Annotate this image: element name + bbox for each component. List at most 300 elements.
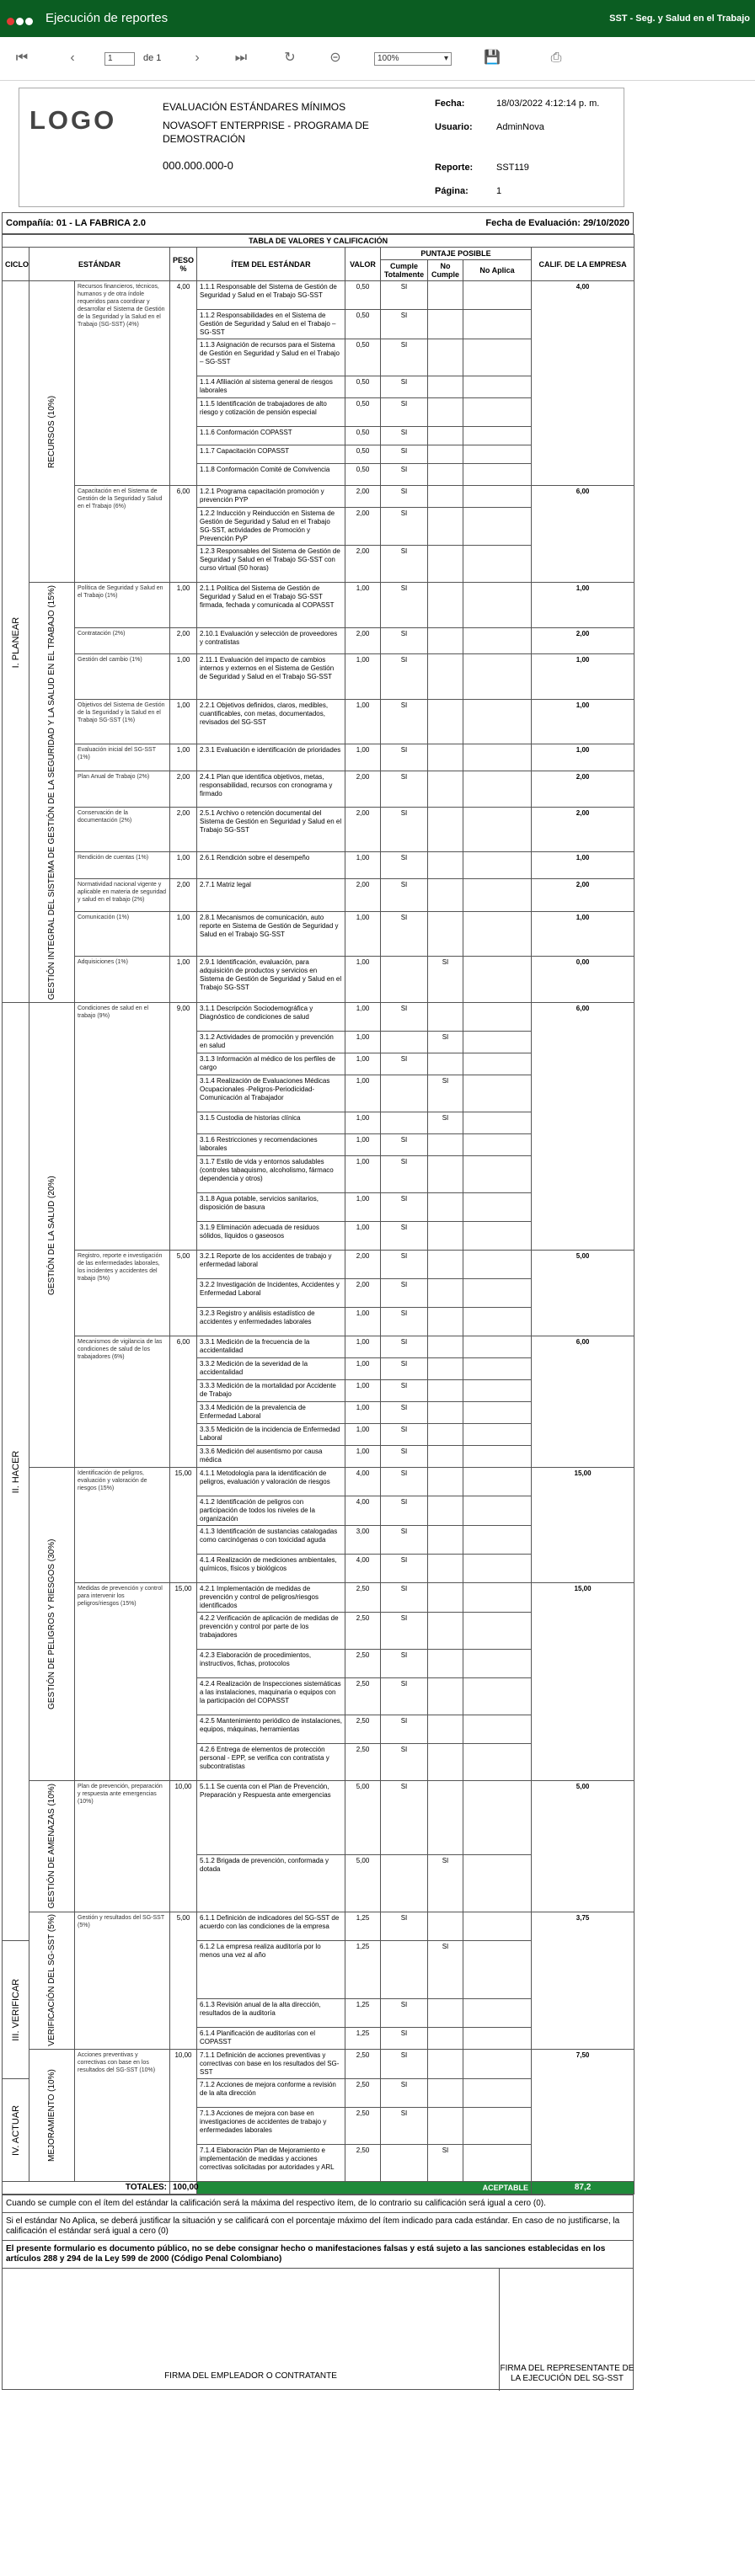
standard-weight: 1,00 <box>170 654 197 700</box>
no-aplica-cell <box>463 1613 532 1650</box>
no-cumple-cell <box>428 486 463 508</box>
item-value: 0,50 <box>345 339 381 376</box>
standard-weight: 1,00 <box>170 583 197 628</box>
no-cumple-cell <box>428 1053 463 1075</box>
no-cumple-cell <box>428 1134 463 1156</box>
no-cumple-cell <box>428 911 463 957</box>
total-score: 87,2 <box>532 2182 635 2195</box>
item-name: 3.1.6 Restricciones y recomendaciones laborales <box>197 1134 345 1156</box>
no-cumple-cell <box>428 1526 463 1555</box>
zoom-select[interactable]: 100% ▾ <box>374 52 452 66</box>
col-cumple: Cumple Totalmente <box>381 260 428 281</box>
no-aplica-cell <box>463 1251 532 1279</box>
item-name: 4.1.2 Identificación de peligros con participación de todos los niveles de la organización <box>197 1496 345 1526</box>
no-aplica-cell <box>463 1380 532 1402</box>
no-cumple-cell <box>428 1715 463 1744</box>
table-row <box>3 911 635 957</box>
no-cumple-cell <box>428 1496 463 1526</box>
table-row <box>3 1583 635 1613</box>
standard-name: Recursos financieros, técnicos, humanos y de otra índole requeridos para coordinar y desarrollar el Sistema de Gestión de la Seguridad y la Salud en el Trabajo (SG-SST) (4%) <box>75 281 170 486</box>
cumple-cell: SI <box>381 1402 428 1424</box>
item-value: 0,50 <box>345 376 381 398</box>
no-cumple-cell: SI <box>428 1112 463 1134</box>
cumple-cell: SI <box>381 281 428 310</box>
cumple-cell: SI <box>381 699 428 744</box>
item-value: 1,00 <box>345 699 381 744</box>
group-label: GESTIÓN DE PELIGROS Y RIESGOS (30%) <box>29 1468 75 1781</box>
no-aplica-cell <box>463 1744 532 1781</box>
item-name: 2.9.1 Identificación, evaluación, para adquisición de productos y servicios en Sistema de Gestión de Seguridad y Salud en el Trabajo SG-SST <box>197 957 345 1003</box>
standard-weight: 2,00 <box>170 627 197 654</box>
item-value: 0,50 <box>345 310 381 339</box>
item-value: 4,00 <box>345 1496 381 1526</box>
no-cumple-cell <box>428 2028 463 2050</box>
no-aplica-cell <box>463 1999 532 2028</box>
col-peso: PESO % <box>170 248 197 281</box>
no-cumple-cell <box>428 1744 463 1781</box>
standard-name: Gestión y resultados del SG-SST (5%) <box>75 1912 170 2050</box>
standard-weight: 5,00 <box>170 1912 197 2050</box>
standard-name: Adquisiciones (1%) <box>75 957 170 1003</box>
no-cumple-cell <box>428 807 463 852</box>
report-toolbar <box>0 37 755 81</box>
signatures <box>2 2268 634 2390</box>
no-cumple-cell <box>428 1678 463 1715</box>
item-name: 1.1.7 Capacitación COPASST <box>197 445 345 464</box>
item-value: 1,00 <box>345 1358 381 1380</box>
item-value: 2,50 <box>345 2108 381 2145</box>
no-cumple-cell <box>428 1156 463 1193</box>
item-name: 4.2.3 Elaboración de procedimientos, instructivos, fichas, protocolos <box>197 1650 345 1678</box>
company-score: 1,00 <box>532 654 635 700</box>
cumple-cell: SI <box>381 1650 428 1678</box>
item-value: 1,25 <box>345 1912 381 1940</box>
no-aplica-cell <box>463 546 532 583</box>
standard-name: Normatividad nacional vigente y aplicable en materia de seguridad y salud en el trabajo (2%) <box>75 878 170 911</box>
group-label: GESTIÓN DE LA SALUD (20%) <box>29 1003 75 1468</box>
reporte-label: Reporte: <box>435 163 474 173</box>
no-aplica-cell <box>463 1053 532 1075</box>
group-label: MEJORAMIENTO (10%) <box>29 2050 75 2182</box>
item-value: 5,00 <box>345 1781 381 1855</box>
col-item: ÍTEM DEL ESTÁNDAR <box>197 248 345 281</box>
company-score: 2,00 <box>532 627 635 654</box>
col-puntaje: PUNTAJE POSIBLE <box>381 248 532 260</box>
standard-name: Acciones preventivas y correctivas con base en los resultados del SG-SST (10%) <box>75 2050 170 2182</box>
item-name: 6.1.1 Definición de indicadores del SG-SST de acuerdo con las condiciones de la empresa <box>197 1912 345 1940</box>
no-cumple-cell <box>428 1555 463 1583</box>
standard-weight: 1,00 <box>170 957 197 1003</box>
no-cumple-cell <box>428 852 463 879</box>
no-cumple-cell <box>428 1999 463 2028</box>
no-cumple-cell <box>428 546 463 583</box>
table-row <box>3 957 635 1003</box>
table-row <box>3 1251 635 1279</box>
standard-name: Comunicación (1%) <box>75 911 170 957</box>
standard-name: Contratación (2%) <box>75 627 170 654</box>
cumple-cell: SI <box>381 1308 428 1336</box>
no-cumple-cell <box>428 1193 463 1222</box>
item-name: 1.2.3 Responsables del Sistema de Gestión de Seguridad y Salud en el Trabajo SG-SST con curso virtual (50 horas) <box>197 546 345 583</box>
cumple-cell: SI <box>381 1358 428 1380</box>
item-name: 2.11.1 Evaluación del impacto de cambios internos y externos en el Sistema de Gestión de Seguridad y Salud en el Trabajo SG-SST <box>197 654 345 700</box>
cumple-cell: SI <box>381 1446 428 1468</box>
save-export-icon[interactable]: 💾 <box>484 51 501 65</box>
no-cumple-cell <box>428 1424 463 1446</box>
standard-name: Evaluación inicial del SG-SST (1%) <box>75 744 170 771</box>
cumple-cell: SI <box>381 445 428 464</box>
standard-name: Plan Anual de Trabajo (2%) <box>75 771 170 808</box>
first-page-icon[interactable]: ⏮ <box>15 51 29 65</box>
cumple-cell <box>381 1112 428 1134</box>
no-aplica-cell <box>463 2079 532 2108</box>
company-info-bar <box>2 212 634 234</box>
no-aplica-cell <box>463 1526 532 1555</box>
cycle-label: I. PLANEAR <box>3 281 29 1003</box>
cumple-cell: SI <box>381 1003 428 1032</box>
cumple-cell <box>381 1032 428 1053</box>
cumple-cell: SI <box>381 1555 428 1583</box>
no-aplica-cell <box>463 1193 532 1222</box>
no-cumple-cell <box>428 310 463 339</box>
standard-weight: 4,00 <box>170 281 197 486</box>
cumple-cell: SI <box>381 2079 428 2108</box>
item-name: 3.1.4 Realización de Evaluaciones Médicas Ocupacionales -Peligros-Periodicidad- Comunicación al Trabajador <box>197 1075 345 1112</box>
item-name: 3.1.9 Eliminación adecuada de residuos sólidos, líquidos o gaseosos <box>197 1222 345 1251</box>
standard-name: Gestión del cambio (1%) <box>75 654 170 700</box>
company-score: 6,00 <box>532 486 635 583</box>
table-row <box>3 878 635 911</box>
company-score: 1,00 <box>532 852 635 879</box>
no-cumple-cell <box>428 508 463 546</box>
no-cumple-cell <box>428 1003 463 1032</box>
item-name: 2.2.1 Objetivos definidos, claros, medibles, cuantificables, con metas, documentados, revisados del SG-SST <box>197 699 345 744</box>
item-value: 1,00 <box>345 1075 381 1112</box>
item-name: 1.1.2 Responsabilidades en el Sistema de Gestión de Seguridad y Salud en el Trabajo – SG-SST <box>197 310 345 339</box>
company-score: 0,00 <box>532 957 635 1003</box>
no-cumple-cell <box>428 1781 463 1855</box>
cumple-cell: SI <box>381 1613 428 1650</box>
standard-name: Objetivos del Sistema de Gestión de la Seguridad y la Salud en el Trabajo SG-SST (1%) <box>75 699 170 744</box>
standard-name: Rendición de cuentas (1%) <box>75 852 170 879</box>
item-value: 2,50 <box>345 1744 381 1781</box>
cumple-cell: SI <box>381 1424 428 1446</box>
no-cumple-cell: SI <box>428 1855 463 1912</box>
item-name: 3.3.4 Medición de la prevalencia de Enfermedad Laboral <box>197 1402 345 1424</box>
no-aplica-cell <box>463 1032 532 1053</box>
table-row <box>3 2050 635 2079</box>
item-value: 1,00 <box>345 1112 381 1134</box>
group-label: RECURSOS (10%) <box>29 281 75 583</box>
cycle-label: II. HACER <box>3 1003 29 1940</box>
no-aplica-cell <box>463 1855 532 1912</box>
col-calif: CALIF. DE LA EMPRESA <box>532 248 635 281</box>
standards-table <box>2 234 635 2195</box>
no-cumple-cell <box>428 1336 463 1358</box>
no-aplica-cell <box>463 911 532 957</box>
item-value: 2,50 <box>345 1715 381 1744</box>
cumple-cell <box>381 957 428 1003</box>
no-aplica-cell <box>463 427 532 445</box>
standard-weight: 1,00 <box>170 699 197 744</box>
table-row <box>3 486 635 508</box>
no-cumple-cell <box>428 1380 463 1402</box>
fecha-value: 18/03/2022 4:12:14 p. m. <box>496 99 600 109</box>
employer-signature: FIRMA DEL EMPLEADOR O CONTRATANTE <box>164 2371 337 2381</box>
cumple-cell: SI <box>381 744 428 771</box>
item-value: 1,00 <box>345 1336 381 1358</box>
cumple-cell: SI <box>381 427 428 445</box>
group-label: GESTIÓN INTEGRAL DEL SISTEMA DE GESTIÓN DE LA SEGURIDAD Y LA SALUD EN EL TRABAJO (15%) <box>29 583 75 1003</box>
totals-label: TOTALES: <box>3 2182 170 2195</box>
item-value: 2,00 <box>345 546 381 583</box>
cumple-cell: SI <box>381 1380 428 1402</box>
item-value: 2,00 <box>345 1279 381 1308</box>
no-cumple-cell <box>428 1222 463 1251</box>
table-row <box>3 744 635 771</box>
item-value: 1,25 <box>345 2028 381 2050</box>
company-program: NOVASOFT ENTERPRISE - PROGRAMA DE DEMOSTRACIÓN <box>163 120 369 145</box>
item-name: 2.10.1 Evaluación y selección de proveedores y contratistas <box>197 627 345 654</box>
cumple-cell: SI <box>381 771 428 808</box>
item-value: 1,00 <box>345 1053 381 1075</box>
item-name: 2.6.1 Rendición sobre el desempeño <box>197 852 345 879</box>
cumple-cell <box>381 1855 428 1912</box>
company-score: 1,00 <box>532 744 635 771</box>
no-aplica-cell <box>463 583 532 628</box>
item-name: 4.2.1 Implementación de medidas de prevención y control de peligros/riesgos identificados <box>197 1583 345 1613</box>
standard-weight: 10,00 <box>170 2050 197 2182</box>
cumple-cell: SI <box>381 486 428 508</box>
no-cumple-cell <box>428 744 463 771</box>
item-value: 1,00 <box>345 654 381 700</box>
no-cumple-cell: SI <box>428 2145 463 2182</box>
cumple-cell: SI <box>381 508 428 546</box>
no-aplica-cell <box>463 1781 532 1855</box>
table-row <box>3 1003 635 1032</box>
item-value: 1,00 <box>345 1222 381 1251</box>
company-score: 2,00 <box>532 807 635 852</box>
item-name: 1.1.5 Identificación de trabajadores de alto riesgo y cotización de pensión especial <box>197 398 345 427</box>
item-name: 1.1.8 Conformación Comité de Convivencia <box>197 464 345 486</box>
item-name: 7.1.4 Elaboración Plan de Mejoramiento e implementación de medidas y acciones correctivas solicitadas por autoridades y ARL <box>197 2145 345 2182</box>
white-dot-icon <box>25 18 33 25</box>
no-aplica-cell <box>463 1336 532 1358</box>
module-title: SST - Seg. y Salud en el Trabajo <box>609 13 750 24</box>
no-aplica-cell <box>463 1678 532 1715</box>
item-name: 3.1.1 Descripción Sociodemográfica y Diagnóstico de condiciones de salud <box>197 1003 345 1032</box>
item-name: 3.3.6 Medición del ausentismo por causa médica <box>197 1446 345 1468</box>
back-icon[interactable]: ⊝ <box>329 51 341 65</box>
page-count: de 1 <box>143 53 162 63</box>
cumple-cell: SI <box>381 807 428 852</box>
status-badge: ACEPTABLE <box>197 2182 532 2195</box>
no-cumple-cell <box>428 878 463 911</box>
evaluation-date: Fecha de Evaluación: 29/10/2020 <box>485 218 629 228</box>
cumple-cell: SI <box>381 464 428 486</box>
item-value: 0,50 <box>345 398 381 427</box>
previous-page-icon[interactable]: ‹ <box>70 51 75 65</box>
cumple-cell: SI <box>381 2050 428 2079</box>
company-score: 5,00 <box>532 1781 635 1912</box>
print-icon[interactable]: ⎙ <box>550 51 562 65</box>
item-value: 2,00 <box>345 807 381 852</box>
no-cumple-cell <box>428 376 463 398</box>
refresh-icon[interactable]: ↻ <box>284 51 296 65</box>
item-value: 5,00 <box>345 1855 381 1912</box>
item-value: 1,00 <box>345 957 381 1003</box>
cumple-cell: SI <box>381 852 428 879</box>
no-aplica-cell <box>463 852 532 879</box>
company-score: 2,00 <box>532 771 635 808</box>
pagina-label: Página: <box>435 186 469 196</box>
no-aplica-cell <box>463 2050 532 2079</box>
no-aplica-cell <box>463 310 532 339</box>
no-aplica-cell <box>463 1075 532 1112</box>
no-cumple-cell <box>428 583 463 628</box>
item-value: 1,00 <box>345 852 381 879</box>
no-cumple-cell <box>428 281 463 310</box>
item-name: 7.1.2 Acciones de mejora conforme a revisión de la alta dirección <box>197 2079 345 2108</box>
item-value: 2,00 <box>345 508 381 546</box>
item-value: 1,00 <box>345 1446 381 1468</box>
no-aplica-cell <box>463 654 532 700</box>
item-value: 1,00 <box>345 744 381 771</box>
report-title: EVALUACIÓN ESTÁNDARES MÍNIMOS <box>163 101 346 113</box>
no-aplica-cell <box>463 1940 532 1999</box>
standard-weight: 10,00 <box>170 1781 197 1912</box>
last-page-icon[interactable]: ⏭ <box>234 51 248 65</box>
no-cumple-cell <box>428 339 463 376</box>
no-aplica-cell <box>463 339 532 376</box>
cumple-cell: SI <box>381 1999 428 2028</box>
item-name: 1.2.2 Inducción y Reinducción en Sistema de Gestión de Seguridad y Salud en el Trabajo SG-SST, actividades de Promoción y Prevención PyP <box>197 508 345 546</box>
item-name: 3.1.8 Agua potable, servicios sanitarios, disposición de basura <box>197 1193 345 1222</box>
table-row <box>3 807 635 852</box>
no-aplica-cell <box>463 1424 532 1446</box>
no-cumple-cell: SI <box>428 1075 463 1112</box>
item-name: 7.1.1 Definición de acciones preventivas y correctivas con base en los resultados del SG-SST <box>197 2050 345 2079</box>
no-aplica-cell <box>463 376 532 398</box>
item-value: 1,00 <box>345 1424 381 1446</box>
company-score: 5,00 <box>532 1251 635 1336</box>
item-name: 5.1.2 Brigada de prevención, conformada y dotada <box>197 1855 345 1912</box>
standard-weight: 1,00 <box>170 852 197 879</box>
standard-name: Plan de prevención, preparación y respuesta ante emergencias (10%) <box>75 1781 170 1912</box>
cumple-cell: SI <box>381 376 428 398</box>
no-aplica-cell <box>463 771 532 808</box>
company-score: 6,00 <box>532 1336 635 1468</box>
no-aplica-cell <box>463 957 532 1003</box>
item-value: 1,00 <box>345 1134 381 1156</box>
cumple-cell: SI <box>381 1744 428 1781</box>
standard-name: Medidas de prevención y control para intervenir los peligros/riesgos (15%) <box>75 1583 170 1781</box>
item-name: 3.1.2 Actividades de promoción y prevención en salud <box>197 1032 345 1053</box>
no-cumple-cell <box>428 1308 463 1336</box>
item-name: 1.1.3 Asignación de recursos para el Sistema de Gestión en Seguridad y Salud en el Trabajo – SG-SST <box>197 339 345 376</box>
cumple-cell <box>381 1940 428 1999</box>
item-value: 1,00 <box>345 583 381 628</box>
item-name: 4.2.5 Mantenimiento periódico de instalaciones, equipos, máquinas, herramientas <box>197 1715 345 1744</box>
cumple-cell: SI <box>381 627 428 654</box>
item-name: 4.2.2 Verificación de aplicación de medidas de prevención y control por parte de los trabajadores <box>197 1613 345 1650</box>
no-aplica-cell <box>463 1715 532 1744</box>
item-name: 3.2.2 Investigación de Incidentes, Accidentes y Enfermedad Laboral <box>197 1279 345 1308</box>
table-row <box>3 654 635 700</box>
cumple-cell: SI <box>381 339 428 376</box>
standard-weight: 5,00 <box>170 1251 197 1336</box>
cumple-cell: SI <box>381 1053 428 1075</box>
item-value: 1,00 <box>345 1156 381 1193</box>
item-value: 2,00 <box>345 878 381 911</box>
no-cumple-cell <box>428 1912 463 1940</box>
standard-name: Condiciones de salud en el trabajo (9%) <box>75 1003 170 1251</box>
no-aplica-cell <box>463 281 532 310</box>
cumple-cell: SI <box>381 911 428 957</box>
item-value: 2,50 <box>345 1583 381 1613</box>
item-name: 3.3.1 Medición de la frecuencia de la accidentalidad <box>197 1336 345 1358</box>
item-name: 1.1.1 Responsable del Sistema de Gestión de Seguridad y Salud en el Trabajo SG-SST <box>197 281 345 310</box>
company-score: 15,00 <box>532 1583 635 1781</box>
cumple-cell: SI <box>381 1336 428 1358</box>
no-cumple-cell <box>428 627 463 654</box>
item-value: 0,50 <box>345 281 381 310</box>
item-name: 2.7.1 Matriz legal <box>197 878 345 911</box>
no-aplica-cell <box>463 1555 532 1583</box>
no-aplica-cell <box>463 1308 532 1336</box>
standard-weight: 15,00 <box>170 1468 197 1583</box>
totals-row <box>3 2182 635 2195</box>
no-cumple-cell <box>428 2108 463 2145</box>
no-aplica-cell <box>463 464 532 486</box>
item-name: 4.1.4 Realización de mediciones ambientales, químicos, físicos y biológicos <box>197 1555 345 1583</box>
no-aplica-cell <box>463 398 532 427</box>
item-name: 4.1.3 Identificación de sustancias catalogadas como carcinógenas o con toxicidad aguda <box>197 1526 345 1555</box>
no-cumple-cell <box>428 771 463 808</box>
standard-weight: 1,00 <box>170 911 197 957</box>
cycle-label: IV. ACTUAR <box>3 2079 29 2182</box>
totals-peso: 100,00 <box>170 2182 197 2195</box>
app-titlebar <box>0 0 755 37</box>
no-aplica-cell <box>463 1912 532 1940</box>
standard-weight: 1,00 <box>170 744 197 771</box>
no-aplica-cell <box>463 486 532 508</box>
red-dot-icon <box>7 18 14 25</box>
standard-weight: 15,00 <box>170 1583 197 1781</box>
table-row <box>3 583 635 628</box>
item-name: 1.2.1 Programa capacitación promoción y prevención PYP <box>197 486 345 508</box>
no-cumple-cell: SI <box>428 1032 463 1053</box>
pagina-value: 1 <box>496 186 502 196</box>
company-score: 7,50 <box>532 2050 635 2182</box>
item-name: 4.2.4 Realización de Inspecciones sistemáticas a las instalaciones, maquinaria o equipos con la participación del COPASST <box>197 1678 345 1715</box>
standard-weight: 2,00 <box>170 878 197 911</box>
col-no-aplica: No Aplica <box>463 260 532 281</box>
cumple-cell: SI <box>381 1193 428 1222</box>
next-page-icon[interactable]: › <box>195 51 200 65</box>
company-score: 6,00 <box>532 1003 635 1251</box>
item-name: 4.1.1 Metodología para la identificación de peligros, evaluación y valoración de riesgos <box>197 1468 345 1496</box>
item-name: 3.2.1 Reporte de los accidentes de trabajo y enfermedad laboral <box>197 1251 345 1279</box>
no-cumple-cell <box>428 445 463 464</box>
item-name: 3.1.5 Custodia de historias clínica <box>197 1112 345 1134</box>
no-aplica-cell <box>463 1496 532 1526</box>
reporte-value: SST119 <box>496 163 529 173</box>
page-input[interactable]: 1 <box>104 52 135 66</box>
no-cumple-cell: SI <box>428 1940 463 1999</box>
item-value: 2,50 <box>345 2145 381 2182</box>
item-name: 6.1.4 Planificación de auditorías con el COPASST <box>197 2028 345 2050</box>
